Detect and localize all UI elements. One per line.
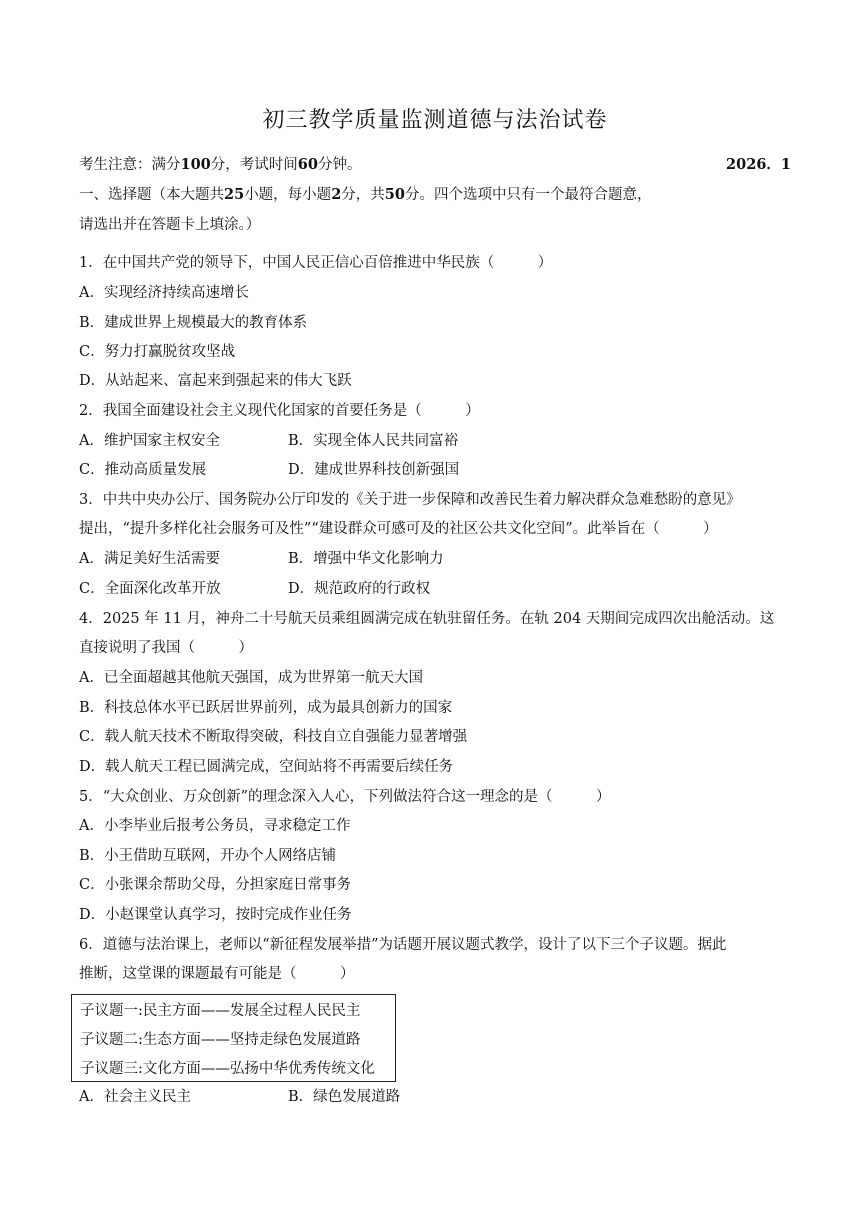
full-score: 100 [180,155,211,173]
question-3-option-d: D．规范政府的行政权 [288,581,431,597]
question-4-option-a: A．已全面超越其他航天强国，成为世界第一航天大国 [79,670,423,686]
section-header-line-1: 一、选择题（本大题共25小题，每小题2分，共50分。四个选项中只有一个最符合题意， [79,186,652,203]
question-6-stem-line-1: 6．道德与法治课上，老师以“新征程发展举措”为话题开展议题式教学，设计了以下三个子议题。据此 [79,937,727,953]
question-2-stem: 2．我国全面建设社会主义现代化国家的首要任务是（ ） [79,403,480,419]
exam-date: 2026．1 [726,155,791,173]
question-6-stem-line-2: 推断，这堂课的课题最有可能是（ ） [79,966,355,982]
question-4-stem-line-1: 4．2025 年 11 月，神舟二十号航天员乘组圆满完成在轨驻留任务。在轨 204 天期间完成四次出舱活动。这 [79,611,775,627]
question-3-stem-line-2: 提出，“提升多样化社会服务可及性”“建设群众可感可及的社区公共文化空间”。此举旨在（ ） [79,521,718,537]
question-3-option-a: A．满足美好生活需要 [79,551,220,567]
question-4-option-c: C．载人航天技术不断取得突破，科技自立自强能力显著增强 [79,729,468,745]
question-5-option-d: D．小赵课堂认真学习，按时完成作业任务 [79,907,352,923]
question-2-option-d: D．建成世界科技创新强国 [288,462,460,478]
exam-notice [79,152,791,174]
question-5-option-a: A．小李毕业后报考公务员，寻求稳定工作 [79,818,351,834]
subtopic-1: 子议题一:民主方面——发展全过程人民民主 [80,1003,361,1019]
question-1-option-b: B．建成世界上规模最大的教育体系 [79,315,308,331]
question-1-option-c: C．努力打赢脱贫攻坚战 [79,344,236,360]
question-3-option-c: C．全面深化改革开放 [79,581,221,597]
question-1-stem: 1．在中国共产党的领导下，中国人民正信心百倍推进中华民族（ ） [79,255,553,271]
question-4-option-b: B．科技总体水平已跃居世界前列，成为最具创新力的国家 [79,700,453,716]
question-5-stem: 5．“大众创业、万众创新”的理念深入人心，下列做法符合这一理念的是（ ） [79,789,611,805]
question-6-option-b: B．绿色发展道路 [288,1089,401,1105]
question-1-option-a: A．实现经济持续高速增长 [79,285,249,301]
exam-title: 初三教学质量监测道德与法治试卷 [262,108,608,133]
question-2-option-a: A．维护国家主权安全 [79,433,220,449]
question-2-option-b: B．实现全体人民共同富裕 [288,433,459,449]
question-1-option-d: D．从站起来、富起来到强起来的伟大飞跃 [79,373,352,389]
question-4-stem-line-2: 直接说明了我国（ ） [79,640,253,656]
question-5-option-c: C．小张课余帮助父母，分担家庭日常事务 [79,877,352,893]
exam-time: 60 [297,155,318,173]
question-5-option-b: B．小王借助互联网，开办个人网络店铺 [79,848,337,864]
section-header-line-2: 请选出并在答题卡上填涂。） [79,217,261,233]
question-2-options-row-2 [79,459,459,481]
question-2-options-row-1 [79,430,458,452]
question-6-option-a: A．社会主义民主 [79,1089,191,1105]
subtopic-3: 子议题三:文化方面——弘扬中华优秀传统文化 [80,1061,375,1077]
question-2-option-c: C．推动高质量发展 [79,462,207,478]
question-3-option-b: B．增强中华文化影响力 [288,551,444,567]
question-6-options-row-1 [79,1086,400,1108]
question-3-options-row-2 [79,578,430,600]
question-3-stem-line-1: 3．中共中央办公厅、国务院办公厅印发的《关于进一步保障和改善民生着力解决群众急难愁盼的意见》 [79,492,741,508]
subtopic-box [71,994,396,1082]
subtopic-2: 子议题二:生态方面——坚持走绿色发展道路 [80,1032,361,1048]
question-3-options-row-1 [79,548,444,570]
notice-text: 考生注意：满分100分，考试时间60分钟。 [79,155,362,173]
question-4-option-d: D．载人航天工程已圆满完成，空间站将不再需要后续任务 [79,759,454,775]
